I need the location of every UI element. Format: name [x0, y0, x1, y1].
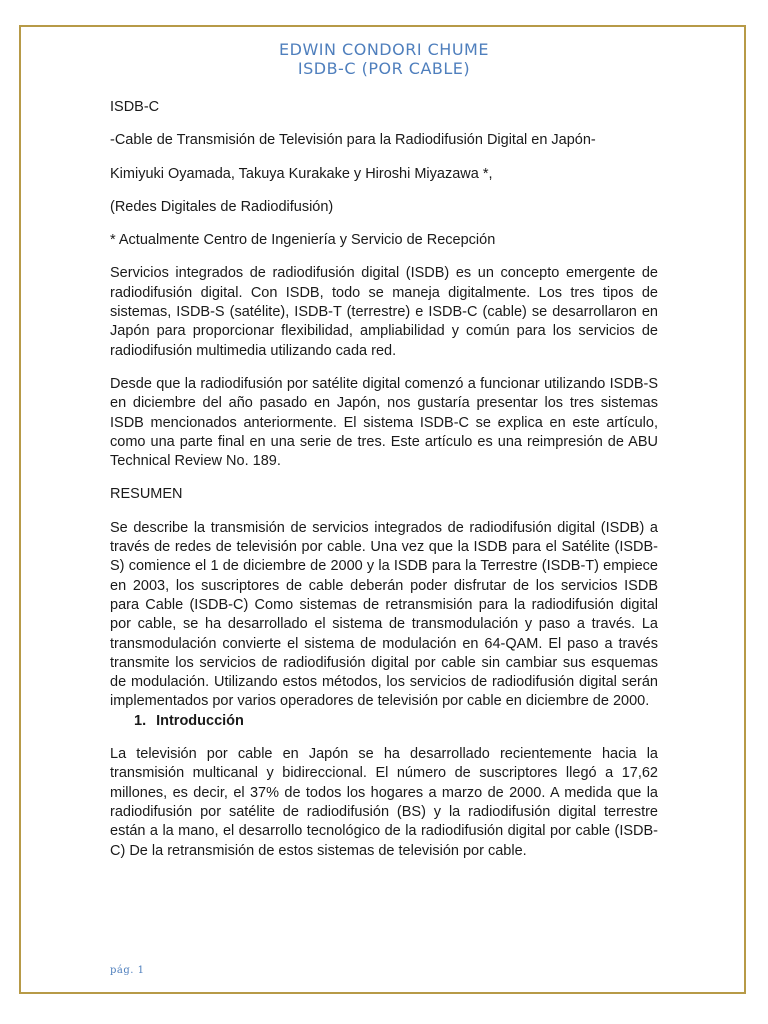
- document-body: [110, 40, 658, 861]
- authors-line: Kimiyuki Oyamada, Takuya Kurakake y Hiroshi Miyazawa *,: [110, 165, 493, 182]
- doc-heading: ISDB-C: [110, 99, 160, 115]
- footnote-line: * Actualmente Centro de Ingeniería y Servicio de Recepción: [110, 232, 496, 249]
- document-subject: ISDB-C (POR CABLE): [297, 59, 471, 78]
- context-paragraph: Desde que la radiodifusión por satélite digital comenzó a funcionar utilizando ISDB-S en diciembre del año pasado en Japón, nos gustaría presentar los tres sistemas ISDB mencionados anteriormente. El sistema ISDB-C se explica en este artículo, como una parte final en una serie de tres. Este artículo es una reimpresión de ABU Technical Review No. 189.: [110, 375, 658, 470]
- intro-paragraph: Servicios integrados de radiodifusión digital (ISDB) es un concepto emergente de radiodifusión digital. Con ISDB, todo se maneja digitalmente. Los tres tipos de sistemas, ISDB-S (satélite), ISDB-T (terrestre) e ISDB-C (cable) se desarrollaron en Japón para proporcionar flexibilidad, ampliabilidad y común para los servicios de radiodifusión multimedia utilizando cada red.: [110, 265, 658, 359]
- resumen-paragraph: Se describe la transmisión de servicios integrados de radiodifusión digital (ISDB) a través de redes de televisión por cable. Una vez que la ISDB para el Satélite (ISDB-S) comience el 1 de diciembre de 2000 y la ISDB para la Terrestre (ISDB-T) empiece en 2003, los suscriptores de cable deberán poder disfrutar de los servicios ISDB para Cable (ISDB-C) Como sistemas de retransmisión para la radiodifusión digital por cable, se ha desarrollado el sistema de transmodulación y paso a través. La transmodulación convierte el sistema de modulación en 64-QAM. El paso a través transmite los servicios de radiodifusión digital por cable sin cambiar sus esquemas de modulación. Utilizando estos métodos, los servicios de radiodifusión digital serán implementados por varios operadores de televisión por cable en diciembre de 2000.: [110, 519, 658, 710]
- resumen-label: RESUMEN: [110, 486, 183, 503]
- page-number: pág. 1: [110, 965, 145, 976]
- section-number: 1.: [134, 712, 147, 729]
- author-title: EDWIN CONDORI CHUME: [279, 40, 489, 59]
- section-paragraph: La televisión por cable en Japón se ha desarrollado recientemente hacia la transmisión multicanal y bidireccional. El número de suscriptores llegó a 17,62 millones, es decir, el 37% de todos los hogares a marzo de 2000. A medida que la radiodifusión por satélite de radiodifusión (BS) y la radiodifusión digital terrestre están a la mano, el desarrollo tecnológico de la radiodifusión digital por cable (ISDB-C) De la retransmisión de estos sistemas de televisión por cable.: [110, 746, 658, 859]
- section-heading: [110, 712, 658, 731]
- affiliation-line: (Redes Digitales de Radiodifusión): [110, 198, 334, 215]
- doc-subtitle: -Cable de Transmisión de Televisión para la Radiodifusión Digital en Japón-: [110, 132, 596, 149]
- section-title: Introducción: [156, 712, 244, 729]
